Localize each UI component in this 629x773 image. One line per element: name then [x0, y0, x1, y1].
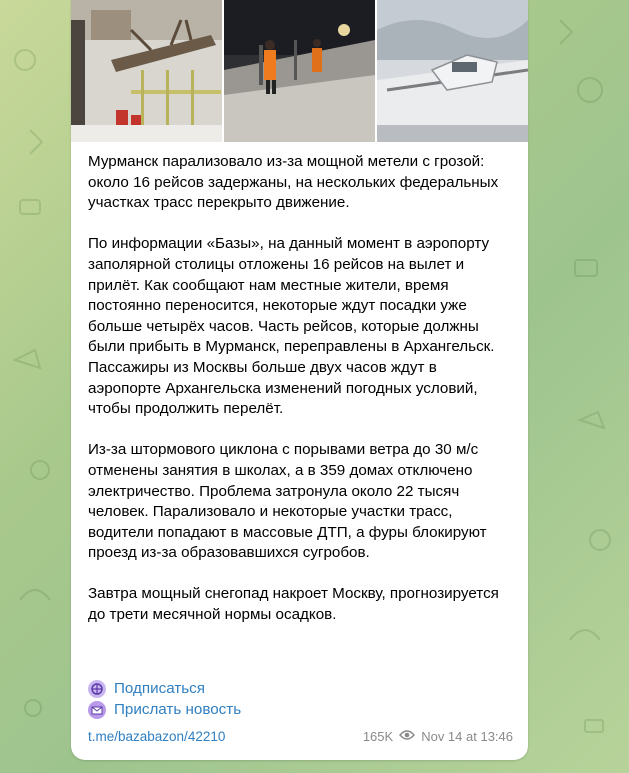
photo-album	[71, 0, 528, 142]
photo-snow-workers[interactable]	[224, 0, 375, 142]
photo-car-in-snow[interactable]	[377, 0, 528, 142]
message-bubble	[71, 0, 528, 760]
eye-icon	[399, 729, 415, 744]
post-link[interactable]: t.me/bazabazon/42210	[88, 728, 226, 744]
views-count: 165K	[362, 728, 394, 744]
subscribe-label: Подписаться	[114, 680, 205, 697]
photo-fallen-tree[interactable]	[71, 0, 222, 142]
post-paragraph: По информации «Базы», на данный момент в аэропорту заполярной столицы отложены 16 рейсов на вылет и прилёт. Как сообщают нам местные жители, время постоянно переносится, некоторые ждут посадки уже больше четырёх часов. Часть рейсов, которые должны были прибыть в Мурманск, переправлены в Архангельск. Пассажиры из Москвы больше двух часов ждут в аэропорте Архангельска изменений погодных условий, чтобы продолжить перелёт.	[88, 235, 495, 418]
purple-globe-icon	[88, 680, 106, 698]
post-paragraph: Мурманск парализовало из-за мощной метели с грозой: около 16 рейсов задержаны, на нескольких федеральных участках трасс перекрыто движение.	[88, 153, 499, 212]
send-news-link[interactable]	[88, 699, 241, 720]
post-text	[88, 152, 513, 646]
post-footer	[88, 726, 513, 746]
post-paragraph: Завтра мощный снегопад накроет Москву, прогнозируется до трети месячной нормы осадков.	[88, 585, 499, 624]
post-meta	[363, 729, 513, 744]
post-date: Nov 14 at 13:46	[421, 728, 513, 744]
subscribe-link[interactable]	[88, 678, 241, 699]
purple-envelope-icon	[88, 701, 106, 719]
post-links	[88, 678, 241, 720]
post-paragraph: Из-за штормового циклона с порывами ветра до 30 м/с отменены занятия в школах, а в 359 домах отключено электричество. Проблема затронула около 22 тысяч человек. Парализовало и некоторые участки трасс, водители попадают в массовые ДТП, а фуры блокируют проезд из-за образовавшихся сугробов.	[88, 441, 487, 562]
send-news-label: Прислать новость	[114, 701, 242, 718]
